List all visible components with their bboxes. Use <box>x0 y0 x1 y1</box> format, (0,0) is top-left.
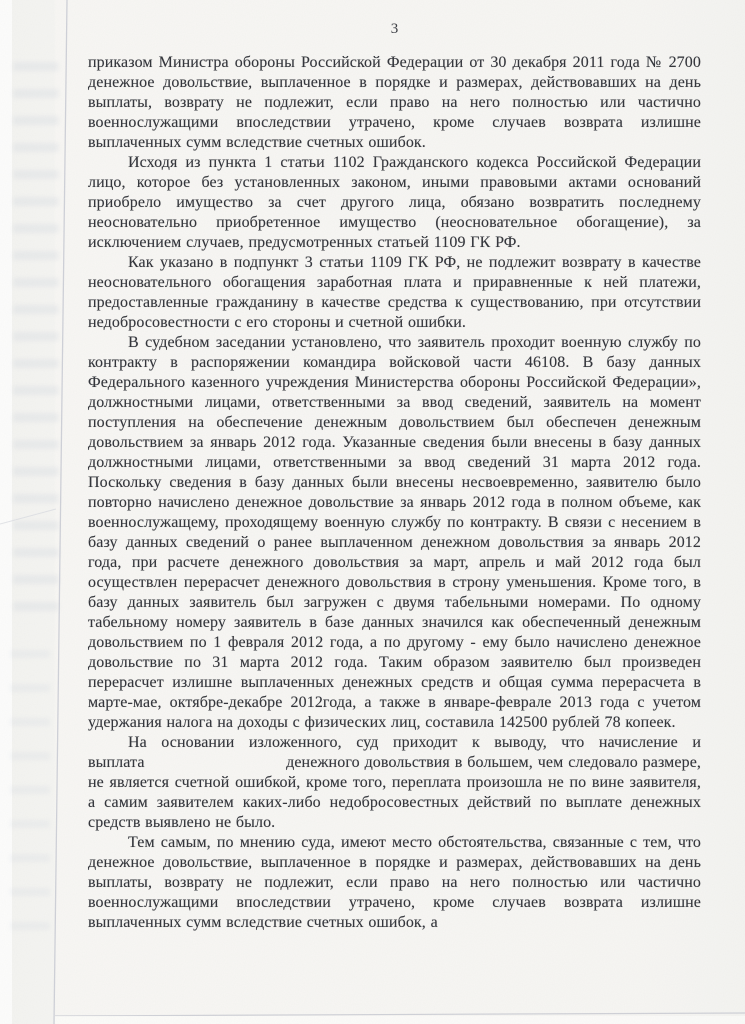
paragraph-gk-1109: Как указано в подпункт 3 статьи 1109 ГК РФ, не подлежит возврату в качестве неосновательного обогащения заработная плата и приравненные к ней платежи, предоставленные гражданину в качестве средства к существованию, при отсутствии недобросовестности с его стороны и счетной ошибки. <box>88 254 701 331</box>
bleed-through-ghost-text <box>13 62 59 622</box>
document-body-text <box>88 53 701 933</box>
paragraph-court-conclusion: На основании изложенного, суд приходит к выводу, что начисление и выплата денежного довольствия в большем, чем следовало размере, не является счетной ошибкой, кроме того, переплата произошла не по вине заявителя, а самим заявителем каких-либо недобросовестных действий по выплате денежных средств выявлено не было. <box>88 734 701 831</box>
paragraph-gk-1102: Исходя из пункта 1 статьи 1102 Гражданского кодекса Российской Федерации лицо, которое без установленных законом, иными правовыми актами оснований приобрело имущество за счет другого лица, обязано возвратить последнему неосновательно приобретенное имущество (неосновательное обогащение), за исключением случаев, предусмотренных статьей 1109 ГК РФ. <box>88 154 701 251</box>
paragraph-court-findings: В судебном заседании установлено, что заявитель проходит военную службу по контракту в распоряжении командира войсковой части 46108. В базу данных Федерального казенного учреждения Министерства обороны Российской Федерации», должностными лицами, ответственными за ввод сведений, заявитель на момент поступления на обеспечение денежным довольствием был обеспечен денежным довольствием за январь 2012 года. Указанные сведения были внесены в базу данных должностными лицами, ответственными за ввод сведений 31 марта 2012 года. Поскольку сведения в базу данных были внесены несвоевременно, заявителю было повторно начислено денежное довольствие за январь 2012 года в полном объеме, как военнослужащему, проходящему военную службу по контракту. В связи с несением в базу данных сведений о ранее выплаченном денежном довольствия за январь 2012 года, при расчете денежного довольствия за март, апрель и май 2012 года был осуществлен перерасчет денежного довольствия в строну уменьшения. Кроме того, в базу данных заявитель был загружен с двумя табельными номерами. По одному табельному номеру заявитель в базе данных значился как обеспеченный денежным довольствием по 1 февраля 2012 года, а по другому - ему было начислено денежное довольствие по 31 марта 2012 года. Таким образом заявителю был произведен перерасчет излишне выплаченных денежных средств и общая сумма перерасчета в марте-мае, октябре-декабре 2012года, а также в январе-феврале 2013 года с учетом удержания налога на доходы с физических лиц, составила 142500 рублей 78 копеек. <box>88 334 701 731</box>
bleed-through-ghost-text <box>10 650 50 950</box>
paragraph-court-opinion: Тем самым, по мнению суда, имеют место обстоятельства, связанные с тем, что денежное довольствие, выплаченное в порядке и размерах, действовавших на день выплаты, возврату не подлежит, если право на него полностью или частично военнослужащими впоследствии утрачено, кроме случаев возврата излишне выплаченных сумм вследствие счетных ошибок, а <box>88 834 701 931</box>
page-number: 3 <box>390 21 399 37</box>
paragraph-continuation: приказом Министра обороны Российской Федерации от 30 декабря 2011 года № 2700 денежное довольствие, выплаченное в порядке и размерах, действовавших на день выплаты, возврату не подлежит, если право на него полностью или частично военнослужащими впоследствии утрачено, кроме случаев возврата излишне выплаченных сумм вследствие счетных ошибок. <box>88 54 701 151</box>
